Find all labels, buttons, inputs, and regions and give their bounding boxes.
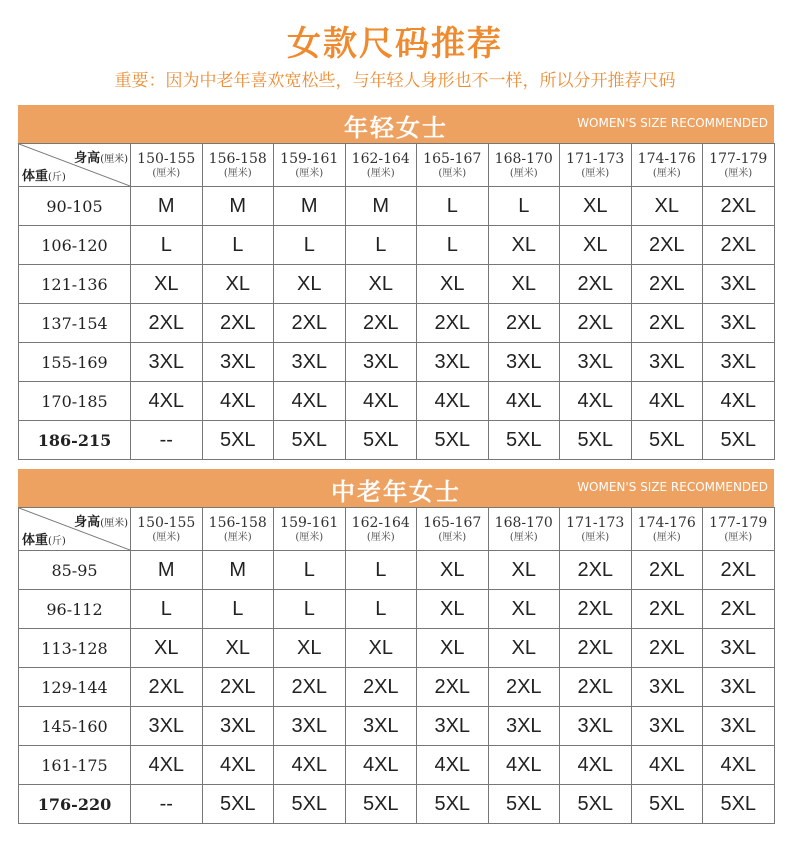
header-row — [19, 144, 775, 187]
header-row — [19, 508, 775, 551]
size-table — [18, 143, 775, 460]
size-cell: 3XL — [202, 343, 274, 382]
height-range: 162-164 — [351, 150, 410, 167]
size-cell: L — [202, 590, 274, 629]
corner-height-unit: (厘米) — [100, 518, 128, 529]
size-cell: 4XL — [631, 746, 703, 785]
size-cell: 5XL — [560, 785, 632, 824]
size-cell: 3XL — [631, 707, 703, 746]
size-cell: L — [274, 551, 346, 590]
size-cell: L — [274, 226, 346, 265]
corner-weight-unit: (斤) — [48, 536, 66, 547]
size-cell: 2XL — [202, 668, 274, 707]
height-unit: (厘米) — [652, 531, 681, 543]
size-cell: XL — [202, 265, 274, 304]
size-cell: 2XL — [131, 668, 203, 707]
table-row — [19, 304, 775, 343]
height-range: 168-170 — [494, 514, 553, 531]
weight-range-cell: 96-112 — [19, 590, 131, 629]
table-row — [19, 707, 775, 746]
size-cell: 2XL — [274, 668, 346, 707]
size-cell: XL — [560, 226, 632, 265]
size-cell: 3XL — [417, 343, 489, 382]
size-cell: 3XL — [488, 707, 560, 746]
size-cell: 5XL — [703, 785, 775, 824]
height-header-cell — [345, 144, 417, 187]
corner-weight-label — [22, 165, 66, 184]
size-cell: L — [202, 226, 274, 265]
corner-height-text: 身高 — [74, 515, 101, 530]
size-cell: 2XL — [631, 551, 703, 590]
size-cell: 2XL — [560, 265, 632, 304]
weight-range-cell: 145-160 — [19, 707, 131, 746]
height-range: 177-179 — [709, 150, 768, 167]
height-unit: (厘米) — [652, 167, 681, 179]
height-unit: (厘米) — [223, 531, 252, 543]
size-cell: XL — [488, 590, 560, 629]
size-cell: 4XL — [202, 746, 274, 785]
height-unit: (厘米) — [438, 531, 467, 543]
corner-height-label — [74, 147, 128, 166]
corner-header-cell — [19, 508, 131, 551]
height-range: 150-155 — [137, 150, 196, 167]
weight-range-cell: 161-175 — [19, 746, 131, 785]
height-header-cell — [631, 508, 703, 551]
size-cell: XL — [274, 629, 346, 668]
size-cell: L — [417, 226, 489, 265]
size-cell: L — [417, 187, 489, 226]
height-unit: (厘米) — [295, 167, 324, 179]
height-header-cell — [131, 144, 203, 187]
size-cell: 2XL — [488, 304, 560, 343]
size-cell: 2XL — [560, 551, 632, 590]
size-cell: 2XL — [560, 590, 632, 629]
weight-range-cell: 186-215 — [19, 421, 131, 460]
height-range: 156-158 — [208, 514, 267, 531]
size-cell: 5XL — [488, 785, 560, 824]
height-range: 171-173 — [566, 150, 625, 167]
size-cell: 5XL — [631, 785, 703, 824]
height-header-cell — [274, 144, 346, 187]
height-unit: (厘米) — [295, 531, 324, 543]
size-cell: 2XL — [703, 187, 775, 226]
height-header-cell — [560, 508, 632, 551]
size-cell: 2XL — [631, 265, 703, 304]
weight-range-cell: 176-220 — [19, 785, 131, 824]
corner-height-text: 身高 — [74, 151, 101, 166]
size-cell: 3XL — [703, 629, 775, 668]
size-cell: 2XL — [703, 590, 775, 629]
size-cell: 5XL — [274, 421, 346, 460]
size-cell: M — [131, 551, 203, 590]
size-cell: L — [345, 226, 417, 265]
height-unit: (厘米) — [724, 167, 753, 179]
corner-weight-text: 体重 — [22, 533, 49, 548]
table-row — [19, 226, 775, 265]
size-cell: XL — [417, 590, 489, 629]
size-cell: 4XL — [345, 746, 417, 785]
size-cell: 2XL — [417, 304, 489, 343]
page-subtitle: 重要：因为中老年喜欢宽松些，与年轻人身形也不一样，所以分开推荐尺码 — [114, 71, 676, 91]
size-cell: 3XL — [631, 343, 703, 382]
height-range: 174-176 — [637, 150, 696, 167]
size-cell: M — [345, 187, 417, 226]
height-header-cell — [560, 144, 632, 187]
size-cell: 3XL — [131, 343, 203, 382]
weight-range-cell: 90-105 — [19, 187, 131, 226]
height-range: 168-170 — [494, 150, 553, 167]
senior-women-section — [18, 469, 774, 824]
size-cell: XL — [631, 187, 703, 226]
height-range: 165-167 — [423, 514, 482, 531]
weight-range-cell: 85-95 — [19, 551, 131, 590]
size-cell: XL — [488, 226, 560, 265]
banner-english-label: WOMEN'S SIZE RECOMMENDED — [577, 116, 768, 130]
size-cell: 5XL — [345, 421, 417, 460]
page-title: 女款尺码推荐 — [287, 24, 503, 64]
corner-weight-text: 体重 — [22, 169, 49, 184]
size-cell: 4XL — [345, 382, 417, 421]
height-unit: (厘米) — [438, 167, 467, 179]
height-range: 162-164 — [351, 514, 410, 531]
size-cell: 3XL — [631, 668, 703, 707]
size-cell: 2XL — [274, 304, 346, 343]
corner-weight-label — [22, 529, 66, 548]
table-row — [19, 590, 775, 629]
size-cell: 3XL — [488, 343, 560, 382]
weight-range-cell: 106-120 — [19, 226, 131, 265]
size-cell: 2XL — [560, 668, 632, 707]
weight-range-cell: 137-154 — [19, 304, 131, 343]
size-cell: 2XL — [345, 304, 417, 343]
size-cell: 2XL — [703, 226, 775, 265]
table-row — [19, 629, 775, 668]
weight-range-cell: 170-185 — [19, 382, 131, 421]
size-cell: 4XL — [131, 746, 203, 785]
size-cell: L — [131, 226, 203, 265]
banner-english-label: WOMEN'S SIZE RECOMMENDED — [577, 480, 768, 494]
height-header-cell — [345, 508, 417, 551]
size-cell: 5XL — [631, 421, 703, 460]
size-cell: 3XL — [703, 265, 775, 304]
weight-range-cell: 129-144 — [19, 668, 131, 707]
height-unit: (厘米) — [581, 531, 610, 543]
height-unit: (厘米) — [152, 531, 181, 543]
size-cell: 2XL — [417, 668, 489, 707]
height-unit: (厘米) — [509, 167, 538, 179]
size-cell: 3XL — [560, 707, 632, 746]
height-range: 165-167 — [423, 150, 482, 167]
height-range: 171-173 — [566, 514, 625, 531]
size-cell: 3XL — [703, 343, 775, 382]
table-row — [19, 551, 775, 590]
table-row — [19, 785, 775, 824]
size-cell: 4XL — [274, 746, 346, 785]
height-header-cell — [488, 144, 560, 187]
size-cell: XL — [417, 629, 489, 668]
table-row — [19, 668, 775, 707]
size-cell: XL — [345, 265, 417, 304]
size-cell: XL — [345, 629, 417, 668]
size-cell: 4XL — [488, 746, 560, 785]
table-row — [19, 187, 775, 226]
corner-header-cell — [19, 144, 131, 187]
height-range: 156-158 — [208, 150, 267, 167]
corner-height-label — [74, 511, 128, 530]
size-cell: L — [345, 590, 417, 629]
height-range: 159-161 — [280, 514, 339, 531]
size-cell: 5XL — [345, 785, 417, 824]
size-cell: 2XL — [345, 668, 417, 707]
section-banner — [18, 105, 774, 143]
size-cell: M — [202, 187, 274, 226]
height-unit: (厘米) — [509, 531, 538, 543]
section-banner — [18, 469, 774, 507]
size-cell: 3XL — [202, 707, 274, 746]
height-unit: (厘米) — [724, 531, 753, 543]
size-cell: 4XL — [488, 382, 560, 421]
table-row — [19, 343, 775, 382]
weight-range-cell: 113-128 — [19, 629, 131, 668]
size-cell: M — [274, 187, 346, 226]
size-cell: 4XL — [202, 382, 274, 421]
size-cell: 2XL — [631, 590, 703, 629]
height-unit: (厘米) — [223, 167, 252, 179]
height-header-cell — [202, 508, 274, 551]
size-cell: L — [131, 590, 203, 629]
size-cell: 5XL — [202, 421, 274, 460]
size-cell: 5XL — [560, 421, 632, 460]
table-row — [19, 265, 775, 304]
size-cell: 4XL — [274, 382, 346, 421]
size-cell: L — [488, 187, 560, 226]
size-cell: 3XL — [703, 304, 775, 343]
size-cell: 5XL — [274, 785, 346, 824]
height-header-cell — [703, 508, 775, 551]
size-cell: 4XL — [417, 382, 489, 421]
size-cell: 4XL — [560, 382, 632, 421]
size-cell: 3XL — [131, 707, 203, 746]
weight-range-cell: 155-169 — [19, 343, 131, 382]
table-row — [19, 746, 775, 785]
size-cell: XL — [131, 629, 203, 668]
size-cell: 2XL — [131, 304, 203, 343]
height-unit: (厘米) — [366, 531, 395, 543]
size-cell: 2XL — [631, 226, 703, 265]
size-cell: 5XL — [703, 421, 775, 460]
size-cell: XL — [488, 551, 560, 590]
size-cell: 2XL — [631, 304, 703, 343]
size-cell: 5XL — [488, 421, 560, 460]
size-cell: XL — [488, 629, 560, 668]
height-header-cell — [631, 144, 703, 187]
size-cell: 4XL — [703, 746, 775, 785]
size-cell: 2XL — [488, 668, 560, 707]
height-header-cell — [202, 144, 274, 187]
height-header-cell — [488, 508, 560, 551]
height-header-cell — [703, 144, 775, 187]
size-cell: 3XL — [703, 668, 775, 707]
young-women-section — [18, 105, 774, 460]
size-cell: 3XL — [345, 343, 417, 382]
height-range: 177-179 — [709, 514, 768, 531]
height-unit: (厘米) — [366, 167, 395, 179]
size-cell: 4XL — [560, 746, 632, 785]
height-header-cell — [417, 144, 489, 187]
size-cell: 2XL — [560, 629, 632, 668]
height-header-cell — [131, 508, 203, 551]
size-cell: L — [345, 551, 417, 590]
height-range: 159-161 — [280, 150, 339, 167]
table-row — [19, 382, 775, 421]
height-unit: (厘米) — [152, 167, 181, 179]
size-cell: XL — [488, 265, 560, 304]
size-cell: 4XL — [703, 382, 775, 421]
banner-title: 年轻女士 — [344, 114, 448, 142]
corner-height-unit: (厘米) — [100, 154, 128, 165]
size-cell: 5XL — [202, 785, 274, 824]
corner-weight-unit: (斤) — [48, 172, 66, 183]
height-unit: (厘米) — [581, 167, 610, 179]
size-cell: XL — [417, 551, 489, 590]
height-header-cell — [274, 508, 346, 551]
size-cell: 5XL — [417, 785, 489, 824]
size-cell: 3XL — [560, 343, 632, 382]
size-cell: 5XL — [417, 421, 489, 460]
size-cell: 3XL — [274, 707, 346, 746]
size-cell: XL — [131, 265, 203, 304]
size-table — [18, 507, 775, 824]
size-cell: -- — [131, 421, 203, 460]
size-cell: M — [202, 551, 274, 590]
size-cell: -- — [131, 785, 203, 824]
size-cell: 2XL — [631, 629, 703, 668]
table-row — [19, 421, 775, 460]
size-cell: 3XL — [274, 343, 346, 382]
height-range: 150-155 — [137, 514, 196, 531]
size-cell: 4XL — [131, 382, 203, 421]
banner-title: 中老年女士 — [331, 478, 461, 506]
height-range: 174-176 — [637, 514, 696, 531]
size-cell: 2XL — [560, 304, 632, 343]
height-header-cell — [417, 508, 489, 551]
size-cell: 3XL — [417, 707, 489, 746]
size-cell: 3XL — [703, 707, 775, 746]
size-cell: 4XL — [417, 746, 489, 785]
size-cell: 3XL — [345, 707, 417, 746]
size-cell: M — [131, 187, 203, 226]
size-cell: L — [274, 590, 346, 629]
weight-range-cell: 121-136 — [19, 265, 131, 304]
size-cell: XL — [274, 265, 346, 304]
size-cell: 2XL — [703, 551, 775, 590]
size-cell: 2XL — [202, 304, 274, 343]
size-cell: 4XL — [631, 382, 703, 421]
size-cell: XL — [417, 265, 489, 304]
size-cell: XL — [202, 629, 274, 668]
size-cell: XL — [560, 187, 632, 226]
